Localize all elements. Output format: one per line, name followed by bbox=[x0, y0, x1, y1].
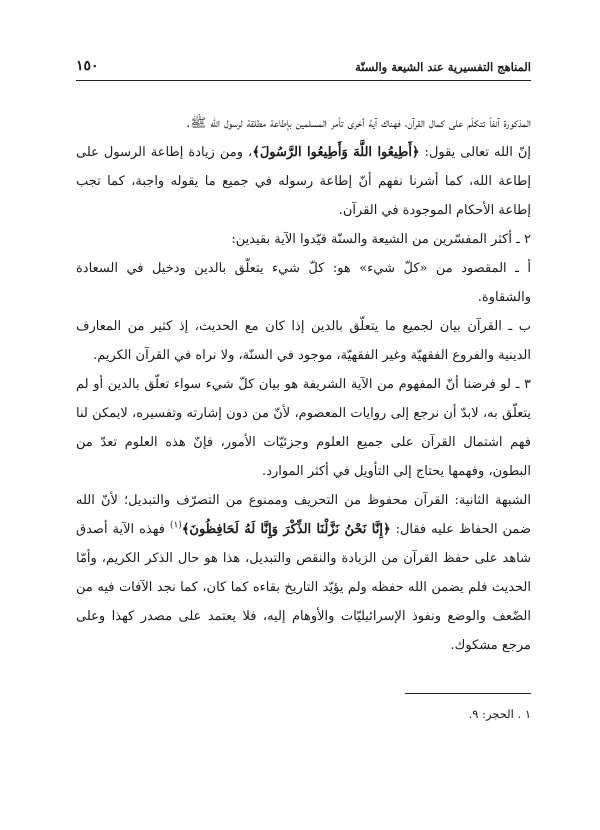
footnote-divider bbox=[405, 693, 531, 694]
page-number: ١٥٠ bbox=[76, 58, 99, 74]
book-page bbox=[76, 56, 531, 816]
text-segment: المذكورة آنفاً تتكلّم على كمال القرآن، فهناك آية أخرى تأمر المسلمين بإطاعة مطلقة لرسول الله ﷺ. bbox=[186, 116, 531, 131]
text-segment: إنّ الله تعالى يقول: bbox=[419, 145, 531, 160]
text-segment: ٣ ـ لو فرضنا أنّ المفهوم من الآية الشريفة هو بيان كلّ شيء سواء تعلّق بالدين أو لم يتعلّق به، لابدّ أن نرجع إلى روايات المعصوم، لأنّ من دون إشارته وتفسيره، لايمكن لنا فهم اشتمال القرآن على جميع العلوم وجزئيّات الأمور، فإنّ هذه العلوم تعدّ من البطون، وفهمها يحتاج إلى التأويل في أكثر الموارد. bbox=[76, 377, 531, 479]
footnote: ١ . الحجر: ٩. bbox=[468, 707, 531, 721]
quran-verse: ﴿إِنَّا نَحْنُ نَزَّلْنَا الذِّكْرَ وَإِنَّا لَهُ لَحَافِظُونَ﴾ bbox=[181, 522, 391, 537]
running-header bbox=[76, 56, 531, 81]
body-paragraph bbox=[76, 254, 531, 312]
body-paragraph bbox=[76, 312, 531, 370]
text-segment: ، ومن زيادة إطاعة الرسول على إطاعة الله، كما أشرنا نفهم أنّ إطاعة رسوله في جميع ما يقوله واجبة، كما تجب إطاعة الأحكام الموجودة في القرآن. bbox=[76, 145, 531, 218]
text-segment: أ ـ المقصود من «كلّ شيء» هو: كلّ شيء يتعلّق بالدين ودخيل في السعادة والشقاوة. bbox=[76, 261, 531, 305]
text-segment: فهذه الآية أصدق شاهد على حفظ القرآن من الزيادة والنقص والتبديل، هذا هو حال الذكر الكريم، وأمّا الحديث فلم يضمن الله حفظه ولم يؤيّد التاريخ بقاءه كما كان، كما نجد الآفات فيه من الضّعف والوضع ونفوذ الإسرائيليّات والأوهام إليه، فلا يعتمد على مصدر كهذا وعلى مرجع مشكوك. bbox=[76, 522, 531, 653]
text-segment: ب ـ القرآن بيان لجميع ما يتعلّق بالدين إذا كان مع الحديث، إذ كثير من المعارف الدينية والفروع الفقهيّة وغير الفقهيّة، موجود في السنّة، ولا نراه في القرآن الكريم. bbox=[76, 319, 531, 363]
running-title: المناهج التفسيرية عند الشيعة والسنّة bbox=[355, 60, 531, 74]
quran-verse: ﴿أَطِيعُوا اللَّهَ وَأَطِيعُوا الرَّسُولَ﴾ bbox=[252, 145, 420, 160]
footnote-reference: (١) bbox=[169, 520, 182, 531]
body-paragraph bbox=[76, 138, 531, 225]
body-paragraph bbox=[76, 109, 531, 138]
body-paragraph bbox=[76, 225, 531, 254]
body-paragraph bbox=[76, 370, 531, 486]
body-text bbox=[76, 109, 531, 660]
body-paragraph bbox=[76, 486, 531, 660]
text-segment: الشبهة الثانية: القرآن محفوظ من التحريف وممنوع من التصرّف والتبديل؛ لأنّ الله ضمن الحفاظ عليه فقال: bbox=[76, 493, 531, 537]
text-segment: ٢ ـ أكثر المفسّرين من الشيعة والسنّة قيّدوا الآية بقيدين: bbox=[231, 232, 531, 247]
